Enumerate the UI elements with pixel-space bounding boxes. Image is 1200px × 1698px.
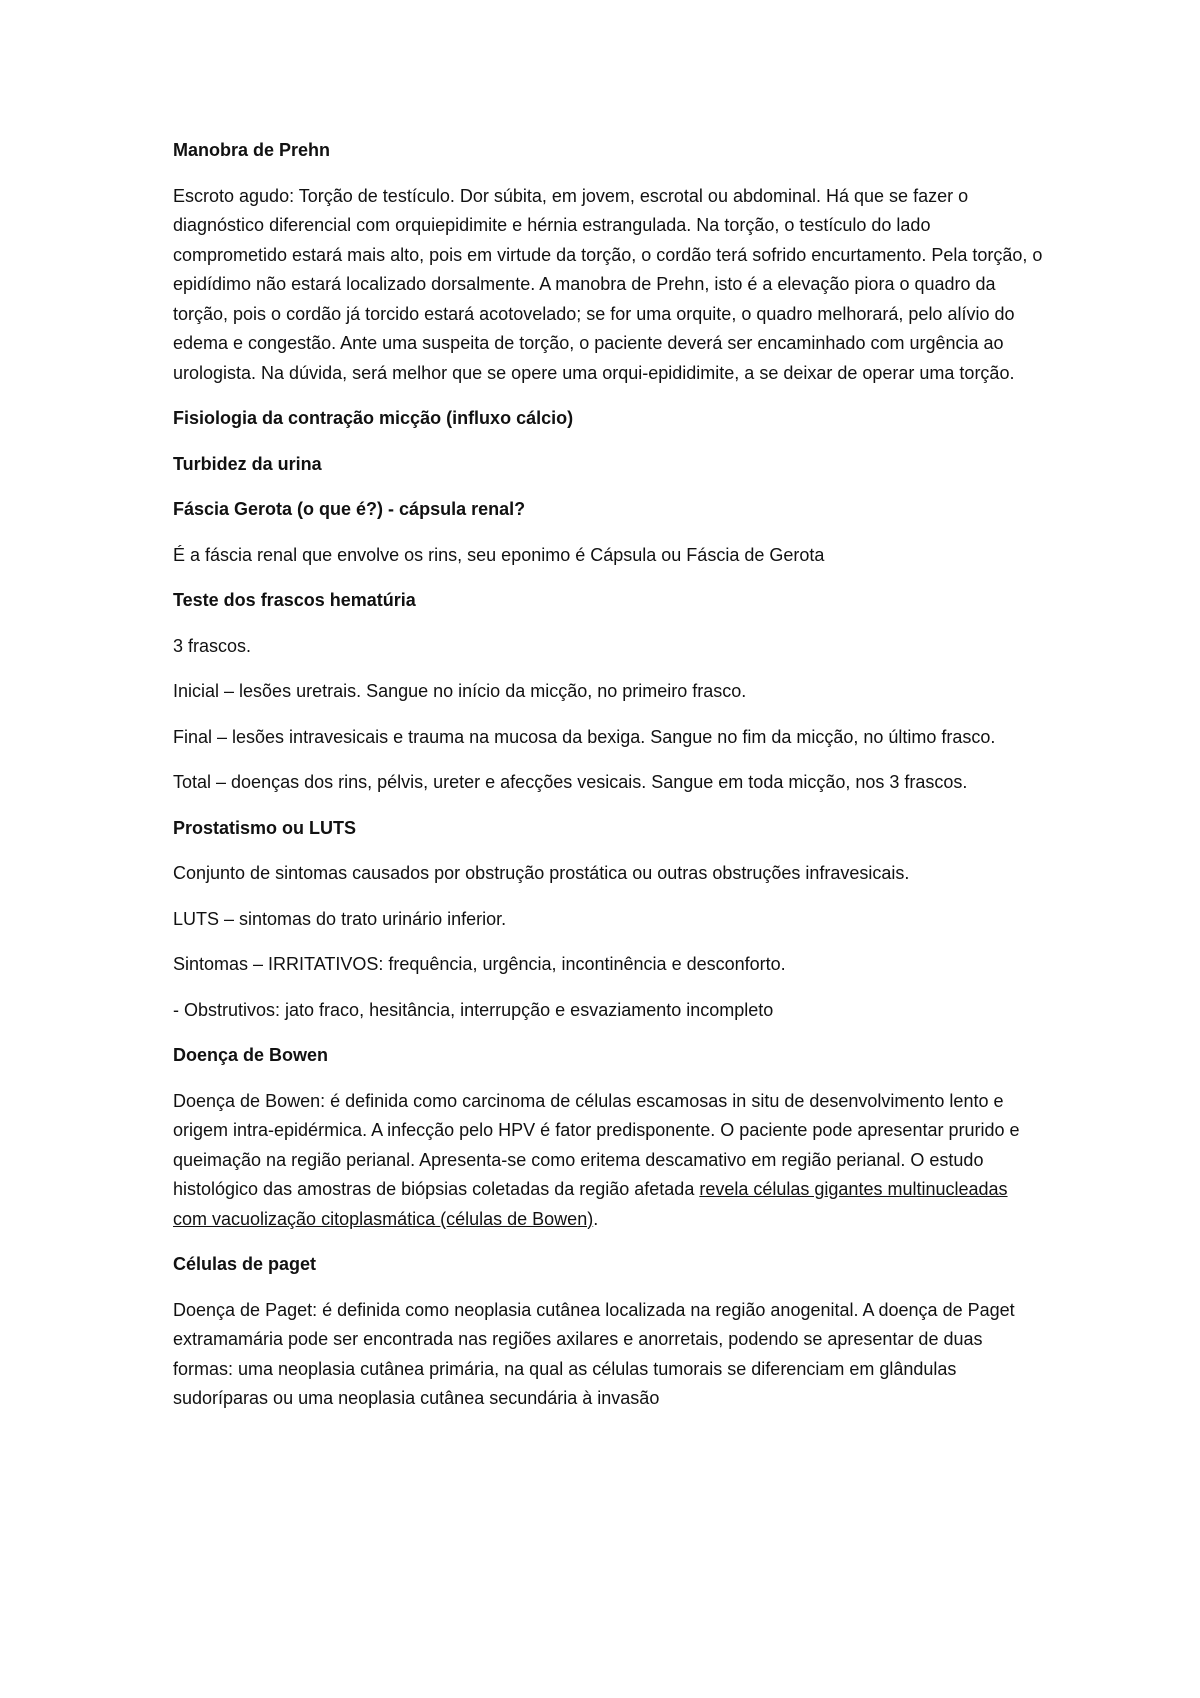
heading-prostatismo-luts: Prostatismo ou LUTS [173, 817, 357, 838]
paragraph-luts-conjunto: Conjunto de sintomas causados por obstrução prostática ou outras obstruções infravesicais. [173, 863, 910, 883]
paragraph-bowen-tail: . [593, 1208, 599, 1229]
paragraph-bowen-underlined: revela células gigantes multinucleadas com vacuolização citoplasmática (células de Bowen) [173, 1179, 1008, 1229]
heading-teste-frascos: Teste dos frascos hematúria [173, 590, 416, 610]
heading-celulas-paget: Células de paget [173, 1254, 317, 1274]
heading-fascia-gerota: Fáscia Gerota (o que é?) - cápsula renal? [173, 499, 526, 519]
paragraph-paget: Doença de Paget: é definida como neoplasia cutânea localizada na região anogenital. A doença de Paget extramamária pode ser encontrada nas regiões axilares e anorretais, podendo se apresentar de duas formas: uma neoplasia cutânea primária, na qual as células tumorais se diferenciam em glândulas sudoríparas ou uma neoplasia cutânea secundária à invasão [173, 1299, 1015, 1408]
paragraph-bowen-text: Doença de Bowen: é definida como carcinoma de células escamosas in situ de desenvolvimento lento e origem intra-epidérmica. A infecção pelo HPV é fator predisponente. O paciente pode apresentar prurido e queimação na região perianal. Apresenta-se como eritema descamativo em região perianal. O estudo histológico das amostras de biópsias coletadas da região afetada [173, 1090, 1020, 1199]
paragraph-frascos-inicial: Inicial – lesões uretrais. Sangue no início da micção, no primeiro frasco. [173, 681, 747, 701]
paragraph-prehn: Escroto agudo: Torção de testículo. Dor súbita, em jovem, escrotal ou abdominal. Há que se fazer o diagnóstico diferencial com orquiepidimite e hérnia estrangulada. Na torção, o testículo do lado comprometido estará mais alto, pois em virtude da torção, o cordão terá sofrido encurtamento. Pela torção, o epidídimo não estará localizado dorsalmente. A manobra de Prehn, isto é a elevação piora o quadro da torção, pois o cordão já torcido estará acotovelado; se for uma orquite, o quadro melhorará, pelo alívio do edema e congestão. Ante uma suspeita de torção, o paciente deverá ser encaminhado com urgência ao urologista. Na dúvida, será melhor que se opere uma orqui-epididimite, a se deixar de operar uma torção. [173, 185, 1043, 383]
paragraph-frascos-final: Final – lesões intravesicais e trauma na mucosa da bexiga. Sangue no fim da micção, no último frasco. [173, 726, 996, 747]
paragraph-frascos-total: Total – doenças dos rins, pélvis, ureter e afecções vesicais. Sangue em toda micção, nos 3 frascos. [173, 772, 968, 792]
paragraph-bowen [173, 1087, 1043, 1235]
paragraph-frascos-count: 3 frascos. [173, 635, 252, 656]
heading-doenca-bowen: Doença de Bowen [173, 1045, 329, 1065]
paragraph-luts-definicao: LUTS – sintomas do trato urinário inferior. [173, 908, 507, 929]
heading-manobra-de-prehn: Manobra de Prehn [173, 140, 331, 160]
paragraph-luts-irritativos: Sintomas – IRRITATIVOS: frequência, urgência, incontinência e desconforto. [173, 954, 786, 974]
paragraph-luts-obstrutivos: - Obstrutivos: jato fraco, hesitância, interrupção e esvaziamento incompleto [173, 999, 774, 1020]
heading-turbidez-urina: Turbidez da urina [173, 453, 322, 474]
document-page [173, 136, 1043, 1430]
paragraph-gerota: É a fáscia renal que envolve os rins, seu eponimo é Cápsula ou Fáscia de Gerota [173, 544, 825, 565]
heading-fisiologia-miccao: Fisiologia da contração micção (influxo cálcio) [173, 408, 574, 428]
